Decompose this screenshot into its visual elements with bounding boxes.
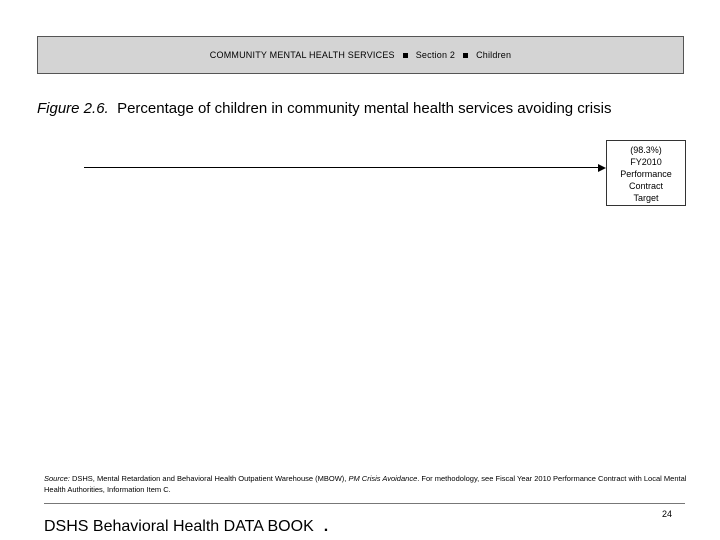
callout-line-1: FY2010 [630,157,662,167]
book-title-text: DSHS Behavioral Health DATA BOOK [44,518,314,535]
source-text-after: . For methodology, see Fiscal Year 2010 Performance Contract with Local Mental Health Authorities, Information Item C. [44,474,687,494]
source-measure: PM Crisis Avoidance [348,474,418,483]
separator-square-icon [463,53,468,58]
source-label: Source: [44,474,70,483]
callout-line-2: Performance [620,169,672,179]
figure-caption: Percentage of children in community mental health services avoiding crisis [117,100,612,117]
separator-square-icon [403,53,408,58]
target-line [84,167,604,168]
section-header-bar [37,36,684,74]
section-number: Section 2 [415,50,456,60]
footer-divider [44,503,685,504]
figure-title [37,100,677,118]
callout-value: (98.3%) [630,145,662,155]
target-callout-box [606,140,686,206]
figure-number: Figure 2.6. [37,100,109,117]
source-text-before: DSHS, Mental Retardation and Behavioral Health Outpatient Warehouse (MBOW), [69,474,349,483]
footer-book-title [44,518,328,536]
section-topic: Children [476,50,512,60]
callout-line-4: Target [633,193,659,203]
book-title-mark: . [323,518,329,535]
section-label: COMMUNITY MENTAL HEALTH SERVICES [209,50,395,60]
source-note [44,473,694,495]
arrow-head-icon [598,164,606,172]
callout-line-3: Contract [628,181,663,191]
page-number: 24 [662,509,673,519]
